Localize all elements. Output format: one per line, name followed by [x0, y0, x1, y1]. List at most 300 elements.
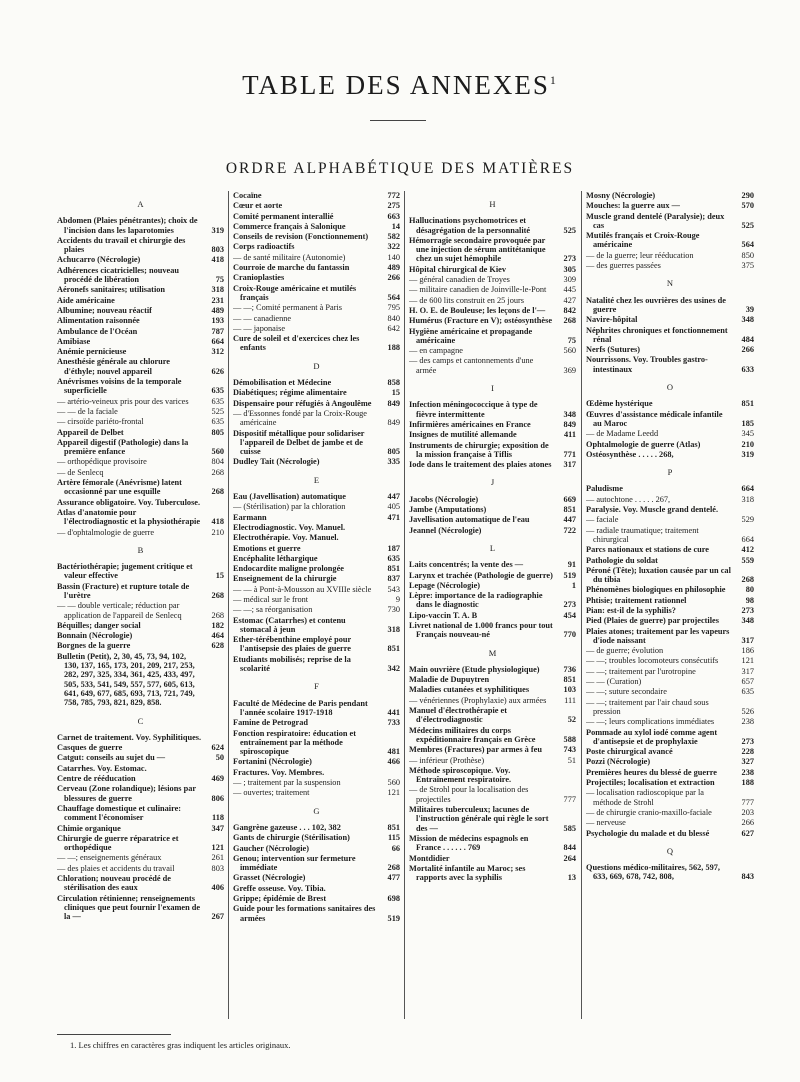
index-entry [57, 438, 224, 457]
entry-term: Œdème hystérique [586, 399, 653, 409]
entry-page-number: 312 [211, 347, 224, 357]
entry-page-number: 447 [563, 515, 576, 525]
entry-term: — général canadien de Troyes [409, 275, 510, 285]
index-column-3 [409, 191, 576, 1031]
entry-term: Natalité chez les ouvrières des usines de guerre [586, 295, 726, 314]
index-entry [586, 566, 754, 585]
index-entry [409, 296, 576, 305]
entry-page-number: 193 [211, 316, 224, 326]
index-entry [233, 378, 400, 387]
entry-page-number: 803 [211, 245, 224, 255]
index-entry [586, 191, 754, 200]
index-entry [57, 337, 224, 346]
index-entry [409, 834, 576, 853]
entry-term: Mutilés français et Croix-Rouge américaine [586, 231, 700, 250]
index-entry [586, 677, 754, 686]
entry-term: Dudley Tait (Nécrologie) [233, 457, 320, 467]
index-entry [586, 345, 754, 354]
entry-page-number: 39 [745, 304, 754, 314]
entry-page-number: 525 [563, 225, 576, 235]
entry-term: Javellisation automatique de l'eau [409, 515, 530, 525]
entry-page-number: 406 [211, 883, 224, 893]
entry-term: Chloration; nouveau procédé de stérilisation des eaux [57, 874, 171, 893]
entry-page-number: 50 [215, 753, 224, 763]
index-entry [57, 377, 224, 396]
entry-term: Fractures. Voy. Membres. [233, 767, 325, 777]
section-letter: A [137, 199, 144, 209]
index-entry [57, 784, 224, 803]
entry-page-number: 624 [211, 743, 224, 753]
entry-page-number: 186 [741, 646, 754, 656]
entry-page-number: 664 [741, 484, 754, 494]
entry-term: Lèpre: importance de la radiographie dans le diagnostic [409, 591, 543, 610]
entry-term: — de la guerre; leur rééducation [586, 250, 694, 260]
entry-page-number: 481 [387, 747, 400, 757]
section-letter: L [489, 542, 496, 553]
index-entry [409, 216, 576, 235]
entry-page-number: 14 [391, 221, 400, 231]
entry-page-number: 275 [387, 201, 400, 211]
entry-page-number: 858 [387, 378, 400, 388]
entry-term: Corps radioactifs [233, 242, 295, 252]
index-entry [57, 743, 224, 752]
index-entry [409, 745, 576, 754]
index-entry [57, 306, 224, 315]
entry-term: Conseils de revision (Fonctionnement) [233, 232, 369, 242]
entry-term: Aéronefs sanitaires; utilisation [57, 285, 166, 295]
entry-term: Hallucinations psychomotrices et désagrégation de la personnalité [409, 216, 531, 235]
index-entry [57, 266, 224, 285]
index-entry [233, 873, 400, 882]
index-entry [57, 753, 224, 762]
index-entry [586, 515, 754, 524]
entry-term: Anévrismes voisins de la temporale superficielle [57, 377, 182, 396]
entry-term: Assurance obligatoire. Voy. Tuberculose. [57, 497, 201, 507]
index-entry [57, 478, 224, 497]
entry-page-number: 477 [387, 873, 400, 883]
entry-page-number: 842 [563, 305, 576, 315]
index-entry [586, 606, 754, 615]
entry-term: Questions médico-militaires, 562, 597, 633, 669, 678, 742, 808, [586, 863, 720, 882]
index-entry [233, 399, 400, 408]
entry-page-number: 635 [741, 687, 754, 697]
entry-page-number: 633 [741, 364, 754, 374]
index-entry [409, 285, 576, 294]
entry-page-number: 348 [741, 616, 754, 626]
entry-term: — faciale [586, 515, 619, 525]
index-entry [57, 347, 224, 356]
section-letter: H [489, 199, 496, 209]
index-entry [57, 296, 224, 305]
entry-term: Amibiase [57, 336, 91, 346]
entry-page-number: 347 [211, 823, 224, 833]
index-entry [57, 652, 224, 708]
entry-page-number: 418 [211, 517, 224, 527]
entry-term: — militaire canadien de Joinville-le-Pont [409, 285, 547, 295]
section-letter: Q [666, 845, 674, 856]
index-entry [233, 513, 400, 522]
entry-term: Anémie pernicieuse [57, 347, 127, 357]
entry-page-number: 585 [563, 823, 576, 833]
index-entry [409, 460, 576, 469]
section-letter: G [313, 805, 320, 816]
entry-term: — (Stérilisation) par la chloration [233, 502, 346, 512]
entry-page-number: 588 [563, 734, 576, 744]
index-entry [233, 314, 400, 323]
index-entry [586, 818, 754, 827]
entry-page-number: 564 [741, 240, 754, 250]
entry-page-number: 771 [563, 449, 576, 459]
entry-term: Famine de Petrograd [233, 718, 308, 728]
index-entry [586, 326, 754, 345]
entry-term: — vénériennes (Prophylaxie) aux armées [409, 695, 547, 705]
entry-term: Laits concentrés; la vente des — [409, 560, 524, 570]
entry-term: Paralysie. Voy. Muscle grand dentelé. [586, 505, 719, 515]
entry-page-number: 15 [215, 571, 224, 581]
entry-page-number: 635 [211, 386, 224, 396]
entry-term: Casques de guerre [57, 743, 123, 753]
entry-page-number: 560 [563, 346, 576, 356]
entry-page-number: 484 [741, 334, 754, 344]
entry-page-number: 317 [741, 635, 754, 645]
entry-term: Appareil digestif (Pathologie) dans la première enfance [57, 437, 189, 457]
entry-term: Mosny (Nécrologie) [586, 191, 656, 200]
section-letter: N [666, 278, 674, 289]
entry-term: — radiale traumatique; traitement chirurgical [586, 525, 699, 544]
index-entry [409, 571, 576, 580]
entry-page-number: 309 [563, 275, 576, 285]
entry-term: — —; traitement par l'air chaud sous pression [586, 697, 709, 716]
index-entry [233, 833, 400, 842]
entry-term: Croix-Rouge américaine et mutilés français [233, 283, 357, 302]
entry-page-number: 777 [741, 797, 754, 807]
entry-term: Premières heures du blessé de guerre [586, 767, 717, 777]
entry-page-number: 103 [563, 685, 576, 695]
index-entry [409, 505, 576, 514]
entry-page-number: 342 [387, 664, 400, 674]
index-entry [586, 667, 754, 676]
entry-term: Enseignement de la chirurgie [233, 574, 337, 584]
entry-term: — —; troubles locomoteurs consécutifs [586, 656, 719, 666]
entry-page-number: 851 [563, 505, 576, 515]
entry-page-number: 698 [387, 894, 400, 903]
index-entry [57, 733, 224, 742]
index-entry [57, 468, 224, 477]
index-entry [409, 621, 576, 640]
index-entry [57, 508, 224, 527]
entry-term: Dispensaire pour réfugiés à Angoulême [233, 398, 372, 408]
entry-term: Carnet de traitement. Voy. Syphilitiques. [57, 732, 202, 742]
entry-term: Achucarro (Nécrologie) [57, 255, 141, 265]
entry-term: Néphrites chroniques et fonctionnement rénal [586, 325, 728, 344]
entry-page-number: 238 [741, 767, 754, 777]
index-entry [409, 675, 576, 684]
entry-page-number: 75 [567, 335, 576, 345]
index-column-1 [57, 191, 224, 1031]
index-entry [586, 355, 754, 374]
index-entry [57, 824, 224, 833]
entry-term: Jacobs (Nécrologie) [409, 494, 479, 504]
entry-page-number: 75 [215, 275, 224, 285]
index-entry [409, 327, 576, 346]
entry-term: Grasset (Nécrologie) [233, 873, 306, 883]
entry-page-number: 454 [563, 610, 576, 620]
entry-term: Hémorragie secondaire provoquée par une injection de sérum antitétanique chez un sujet hémophile [409, 235, 546, 264]
index-entry [586, 788, 754, 807]
index-entry [233, 574, 400, 583]
index-entry [57, 457, 224, 466]
index-entry [233, 263, 400, 272]
entry-term: Bulletin (Petit), 2, 30, 45, 73, 94, 102, 130, 137, 165, 173, 201, 209, 217, 253, 282, 297, 325, 334, 361, 425, 433, 497, 505, 533, 541, 549, 557, 577, 605, 613, 641, 649, 677, 685, 693, 713, 721, 749, 758, 785, 793, 821, 829, 858. [57, 651, 195, 708]
index-entry [586, 231, 754, 250]
index-entry [233, 492, 400, 501]
entry-term: Cranioplasties [233, 273, 285, 283]
entry-term: Chirurgie de guerre réparatrice et orthopédique [57, 833, 179, 853]
entry-page-number: 268 [211, 610, 224, 620]
entry-term: Catarrhes. Voy. Estomac. [57, 763, 147, 773]
index-entry [586, 526, 754, 545]
entry-page-number: 730 [387, 605, 400, 615]
entry-term: Phénomènes biologiques en philosophie [586, 585, 726, 595]
section-letter: E [313, 474, 320, 485]
section-letter: F [314, 681, 319, 692]
index-entry [233, 894, 400, 903]
entry-page-number: 91 [567, 560, 576, 570]
index-entry [233, 242, 400, 251]
index-entry [409, 430, 576, 439]
entry-term: Endocardite maligne prolongée [233, 564, 344, 574]
index-entry [233, 585, 400, 594]
entry-term: Péroné (Tête); luxation causée par un cal du tibia [586, 565, 731, 585]
entry-term: — ; traitement par la suspension [233, 778, 341, 788]
entry-page-number: 803 [211, 863, 224, 873]
entry-term: Maladies cutanées et syphilitiques [409, 685, 530, 695]
index-entry [409, 665, 576, 674]
entry-term: — cirsoïde pariéto-frontal [57, 417, 144, 427]
entry-page-number: 273 [563, 600, 576, 610]
entry-term: Phtisie; traitement rationnel [586, 595, 687, 605]
entry-term: Gaucher (Nécrologie) [233, 843, 309, 853]
index-entry [409, 236, 576, 264]
index-entry [233, 768, 400, 777]
entry-term: — en campagne [409, 346, 463, 356]
section-letter: I [491, 383, 494, 394]
entry-term: Electrothérapie. Voy. Manuel. [233, 533, 339, 543]
entry-term: — — de la faciale [57, 406, 118, 416]
entry-page-number: 13 [567, 873, 576, 883]
index-entry [57, 582, 224, 601]
entry-page-number: 526 [741, 706, 754, 716]
index-entry [57, 631, 224, 640]
entry-term: Jeannel (Nécrologie) [409, 525, 482, 535]
entry-term: — — (Curation) [586, 677, 642, 687]
entry-term: Infection méningococcique à type de fièvre intermittente [409, 400, 538, 419]
entry-term: Poste chirurgical avancé [586, 747, 673, 757]
index-entry [57, 428, 224, 437]
index-entry [233, 303, 400, 312]
index-entry [57, 774, 224, 783]
entry-page-number: 628 [211, 641, 224, 651]
entry-page-number: 805 [211, 427, 224, 437]
entry-page-number: 543 [387, 584, 400, 594]
entry-term: Bassin (Fracture) et rupture totale de l'urètre [57, 581, 190, 600]
entry-page-number: 1 [571, 580, 576, 590]
entry-page-number: 840 [387, 313, 400, 323]
entry-page-number: 187 [387, 543, 400, 553]
index-entry [586, 757, 754, 766]
entry-page-number: 441 [387, 707, 400, 717]
entry-term: Ophtalmologie de guerre (Atlas) [586, 439, 701, 449]
entry-term: Gangrène gazeuse . . . 102, 382 [233, 822, 341, 832]
entry-term: Larynx et trachée (Pathologie de guerre) [409, 570, 553, 580]
index-entry [233, 729, 400, 757]
entry-term: Gants de chirurgie (Stérilisation) [233, 833, 350, 843]
index-entry [233, 616, 400, 635]
footnote: 1. Les chiffres en caractères gras indiquent les articles originaux. [70, 1040, 291, 1050]
entry-page-number: 273 [741, 736, 754, 746]
entry-term: Militaires tuberculeux; lacunes de l'instruction générale qui règle le sort des — [409, 805, 549, 833]
index-entry [57, 255, 224, 264]
index-entry [233, 253, 400, 262]
entry-page-number: 188 [741, 778, 754, 788]
index-entry [233, 823, 400, 832]
entry-term: Accidents du travail et chirurgie des plaies [57, 235, 186, 255]
entry-term: Manuel d'électrothérapie et d'électrodiagnostic [409, 706, 507, 725]
column-divider [404, 191, 405, 1019]
entry-term: Médecins militaires du corps expéditionnaire français en Grèce [409, 725, 536, 744]
entry-term: Hôpital chirurgical de Kiev [409, 264, 507, 274]
entry-page-number: 844 [563, 843, 576, 853]
index-entry [233, 523, 400, 532]
entry-term: — de 600 lits construit en 25 jours [409, 295, 524, 305]
entry-page-number: 317 [741, 666, 754, 676]
section-letter: C [137, 715, 144, 726]
entry-term: — autochtone . . . . . 267, [586, 494, 671, 504]
index-entry [586, 495, 754, 504]
index-entry [586, 829, 754, 838]
entry-term: — des guerres passées [586, 261, 661, 271]
entry-page-number: 268 [211, 590, 224, 600]
index-entry [233, 191, 400, 200]
entry-page-number: 772 [387, 191, 400, 200]
index-entry [586, 556, 754, 565]
entry-page-number: 770 [563, 630, 576, 640]
entry-term: Appareil de Delbet [57, 427, 124, 437]
entry-term: Diabétiques; régime alimentaire [233, 388, 347, 398]
entry-page-number: 851 [387, 644, 400, 654]
entry-term: Bonnain (Nécrologie) [57, 631, 133, 641]
entry-term: — inférieur (Prothèse) [409, 755, 485, 765]
entry-term: H. O. E. de Bouleuse; les leçons de l'— [409, 305, 546, 315]
entry-page-number: 268 [211, 487, 224, 497]
index-entry [233, 429, 400, 457]
entry-page-number: 319 [741, 449, 754, 459]
section-letter: B [137, 544, 144, 555]
index-entry [586, 747, 754, 756]
entry-page-number: 322 [387, 242, 400, 252]
index-entry [586, 296, 754, 315]
entry-term: Pathologie du soldat [586, 555, 658, 565]
entry-term: Nourrissons. Voy. Troubles gastro-intestinaux [586, 355, 708, 374]
index-entry [409, 696, 576, 705]
entry-page-number: 664 [211, 336, 224, 346]
page-title: TABLE DES ANNEXES$^1$ [242, 70, 558, 100]
entry-page-number: 635 [211, 417, 224, 427]
index-entry [586, 545, 754, 554]
index-entry [409, 591, 576, 610]
entry-page-number: 375 [741, 261, 754, 271]
index-entry [57, 397, 224, 406]
entry-page-number: 115 [388, 833, 400, 843]
index-entry [233, 884, 400, 893]
entry-term: Insignes de mutilité allemande [409, 430, 517, 440]
entry-page-number: 268 [741, 575, 754, 585]
entry-page-number: 268 [563, 316, 576, 326]
section-letter: J [490, 477, 495, 488]
index-entry [409, 306, 576, 315]
entry-page-number: 635 [211, 396, 224, 406]
entry-page-number: 489 [211, 305, 224, 315]
index-entry [233, 904, 400, 923]
footnote-marker: 1 [549, 73, 558, 87]
index-entry [586, 261, 754, 270]
entry-page-number: 795 [387, 303, 400, 313]
entry-term: Chimie organique [57, 823, 121, 833]
entry-page-number: 210 [211, 527, 224, 537]
entry-page-number: 327 [741, 757, 754, 767]
entry-term: Pommade au xylol iodé comme agent d'antisepsie et de prophylaxie [586, 727, 718, 746]
entry-page-number: 657 [741, 677, 754, 687]
entry-term: Ambulance de l'Océan [57, 326, 138, 336]
index-entry [57, 562, 224, 581]
entry-page-number: 369 [563, 365, 576, 375]
entry-term: Béquilles; danger social [57, 620, 141, 630]
entry-term: Electrodiagnostic. Voy. Manuel. [233, 522, 346, 532]
entry-page-number: 447 [387, 492, 400, 502]
entry-page-number: 664 [741, 534, 754, 544]
entry-page-number: 118 [212, 813, 224, 823]
index-entry [586, 863, 754, 882]
column-divider [228, 191, 229, 1019]
index-entry [409, 611, 576, 620]
index-entry [409, 275, 576, 284]
entry-term: — —; Comité permanent à Paris [233, 303, 342, 313]
entry-term: — — double verticale; réduction par application de l'appareil de Senlecq [57, 601, 182, 620]
entry-page-number: 663 [387, 211, 400, 221]
index-entry [586, 201, 754, 210]
entry-page-number: 411 [564, 430, 576, 440]
index-entry [57, 874, 224, 893]
index-entry [57, 498, 224, 507]
entry-page-number: 805 [387, 447, 400, 457]
index-entry [586, 429, 754, 438]
index-entry [233, 788, 400, 797]
entry-term: Pied (Plaies de guerre) par projectiles [586, 616, 719, 626]
entry-page-number: 445 [563, 285, 576, 295]
entry-term: Humérus (Fracture en V); ostéosynthèse [409, 316, 553, 326]
entry-term: — artério-veineux pris pour des varices [57, 396, 189, 406]
entry-term: Pozzi (Nécrologie) [586, 757, 651, 767]
index-entry [57, 236, 224, 255]
entry-term: Fonction respiratoire: éducation et entraînement par la méthode spiroscopique [233, 728, 356, 757]
index-entry [233, 273, 400, 282]
index-entry [586, 656, 754, 665]
index-entry [586, 596, 754, 605]
entry-page-number: 228 [741, 747, 754, 757]
entry-term: — —; suture secondaire [586, 687, 667, 697]
entry-page-number: 52 [567, 715, 576, 725]
entry-page-number: 559 [741, 555, 754, 565]
